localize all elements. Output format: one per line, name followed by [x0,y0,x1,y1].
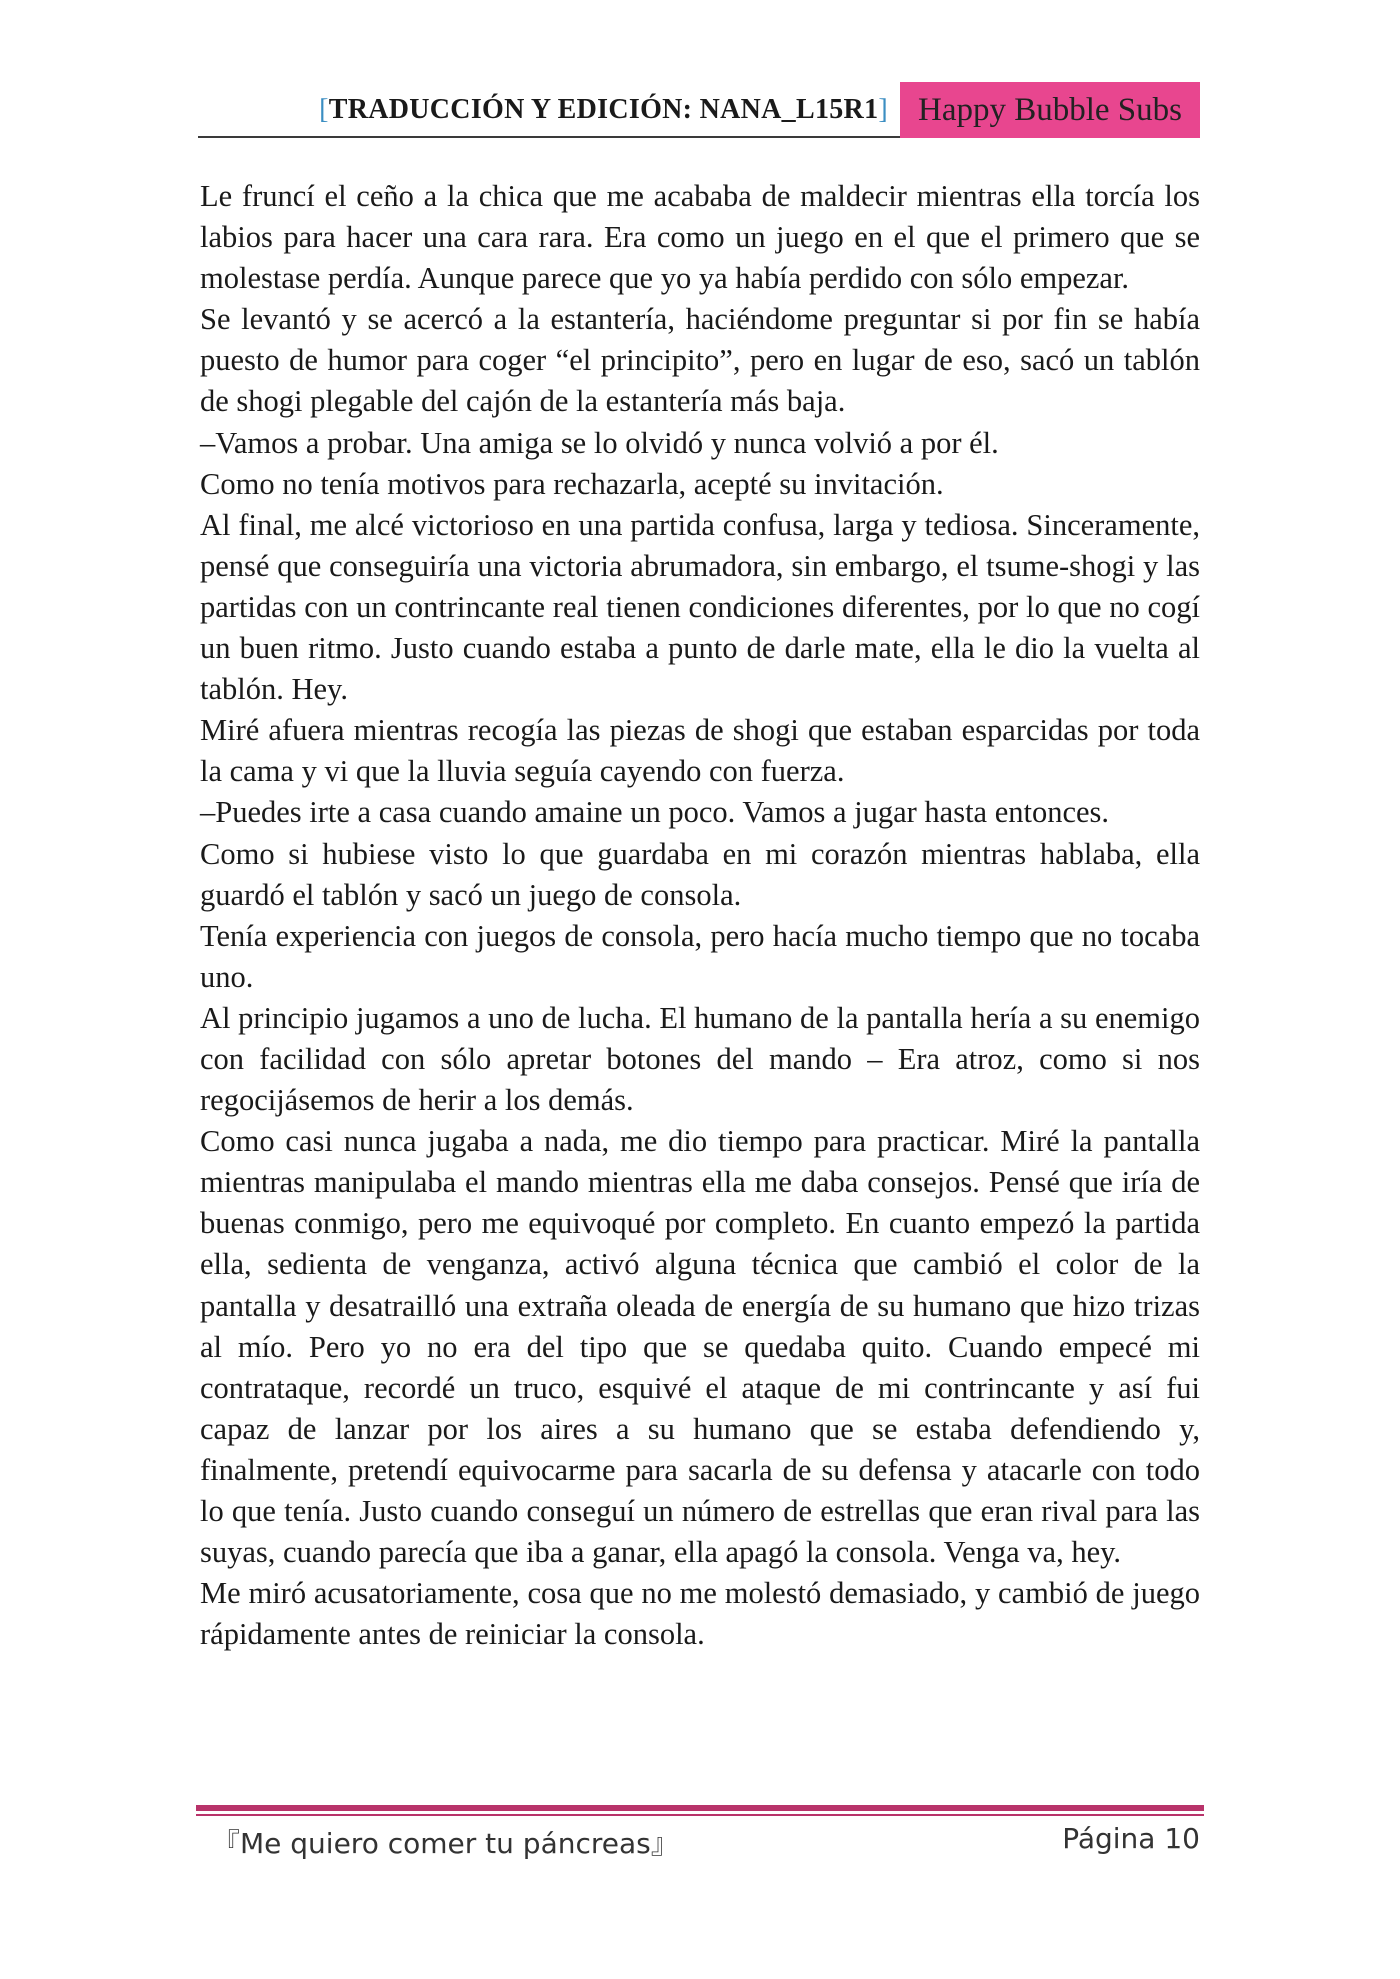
page-body [200,176,1200,1655]
page-header [198,82,1200,138]
paragraph: Como no tenía motivos para rechazarla, acepté su invitación. [200,466,944,501]
paragraph: –Vamos a probar. Una amiga se lo olvidó y nunca volvió a por él. [200,425,999,460]
translation-credit [319,94,888,126]
paragraph: Tenía experiencia con juegos de consola, pero hacía mucho tiempo que no tocaba uno. [200,918,1200,994]
paragraph: Al principio jugamos a uno de lucha. El humano de la pantalla hería a su enemigo con facilidad con sólo apretar botones del mando – Era atroz, como si nos regocijásemos de herir a los demás. [200,1000,1200,1118]
paragraph: Se levantó y se acercó a la estantería, haciéndome preguntar si por fin se había puesto de humor para coger “el principito”, pero en lugar de eso, sacó un tablón de shogi plegable del cajón de la estantería más baja. [200,302,1200,419]
credit-bracket-close: ] [878,94,888,125]
footer-book-title: 『Me quiero comer tu páncreas』 [212,1827,679,1860]
paragraph: Me miró acusatoriamente, cosa que no me molestó demasiado, y cambió de juego rápidamente antes de reiniciar la consola. [200,1576,1200,1652]
footer-page-number: Página 10 [1062,1822,1200,1855]
header-rule [198,136,900,138]
paragraph: Al final, me alcé victorioso en una partida confusa, larga y tediosa. Sinceramente, pensé que conseguiría una victoria abrumadora, sin embargo, el tsume-shogi y las partidas con un contrincante real tienen condiciones diferentes, por lo que no cogí un buen ritmo. Justo cuando estaba a punto de darle mate, ella le dio la vuelta al tablón. Hey. [200,507,1200,707]
group-brand-badge: Happy Bubble Subs [900,82,1200,138]
paragraph: Le fruncí el ceño a la chica que me acababa de maldecir mientras ella torcía los labios para hacer una cara rara. Era como un juego en el que el primero que se molestase perdía. Aunque parece que yo ya había perdido con sólo empezar. [200,179,1200,296]
paragraph: Miré afuera mientras recogía las piezas de shogi que estaban esparcidas por toda la cama y vi que la lluvia seguía cayendo con fuerza. [200,713,1200,789]
footer-rule-thick [196,1805,1204,1811]
paragraph: Como si hubiese visto lo que guardaba en mi corazón mientras hablaba, ella guardó el tablón y sacó un juego de consola. [200,836,1200,912]
footer-rule-thin [196,1814,1204,1816]
credit-bracket-open: [ [319,94,329,125]
paragraph: –Puedes irte a casa cuando amaine un poco. Vamos a jugar hasta entonces. [200,795,1110,830]
credit-text: TRADUCCIÓN Y EDICIÓN: NANA_L15R1 [328,94,879,125]
paragraph: Como casi nunca jugaba a nada, me dio tiempo para practicar. Miré la pantalla mientras manipulaba el mando mientras ella me daba consejos. Pensé que iría de buenas conmigo, pero me equivoqué por completo. En cuanto empezó la partida ella, sedienta de venganza, activó alguna técnica que cambió el color de la pantalla y desatrailló una extraña oleada de energía de su humano que hizo trizas al mío. Pero yo no era del tipo que se quedaba quito. Cuando empecé mi contrataque, recordé un truco, esquivé el ataque de mi contrincante y así fui capaz de lanzar por los aires a su humano que se estaba defendiendo y, finalmente, pretendí equivocarme para sacarla de su defensa y atacarle con todo lo que tenía. Justo cuando conseguí un número de estrellas que eran rival para las suyas, cuando parecía que iba a ganar, ella apagó la consola. Venga va, hey. [200,1124,1200,1570]
